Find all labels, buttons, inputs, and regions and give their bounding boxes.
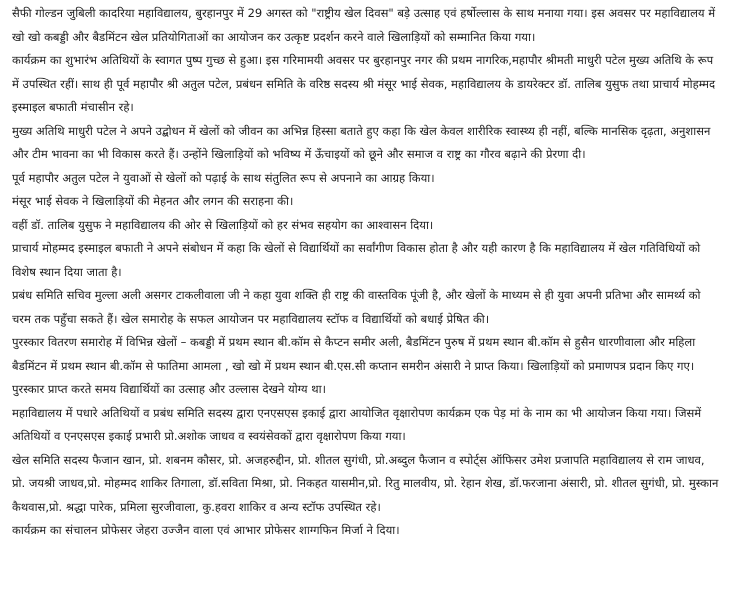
paragraph-director: वहीं डॉ. तालिब युसुफ ने महाविद्यालय की ओर से खिलाड़ियों को हर संभव सहयोग का आश्वासन दिया। [12,217,434,232]
paragraph-committee-members: खेल समिति सदस्य फैजान खान, प्रो. शबनम कौसर, प्रो. अजहरुद्दीन, प्रो. शीतल सुगंधी, प्रो.अब्दुल फैजान व स्पोर्ट्स ऑफिसर उमेश प्रजापति महाविद्यालय से राम जाधव, प्रो. जयश्री जाधव,प्रो. मोहम्मद शाकिर तिगाला, डॉ.सविता मिश्रा, प्रो. निकहत यासमीन,प्रो. रितु मालवीय, प्रो. रेहान शेख, डॉ.फरजाना अंसारी, प्रो. शीतल सुगंधी, प्रो. मुस्कान कैथवास,प्रो. श्रद्धा पारेक, प्रमिला सुरजीवाला, कु.हवरा शाकिर व अन्य स्टॉफ उपस्थित रहे। [12,452,719,514]
paragraph-mansoor-sevak: मंसूर भाई सेवक ने खिलाड़ियों की मेहनत और लगन की सराहना की। [12,194,294,208]
paragraph-prize-distribution: पुरस्कार वितरण समारोह में विभिन्न खेलों – कबड्डी में प्रथम स्थान बी.कॉम से कैप्टन समीर अली, बैडमिंटन पुरुष में प्रथम स्थान बी.कॉम से हुसैन धारणीवाला और महिला बैडमिंटन में प्रथम स्थान बी.कॉम से फातिमा आमला , खो खो में प्रथम स्थान बी.एस.सी कप्तान समरीन अंसारी ने प्राप्त किया। खिलाड़ियों को प्रमाणपत्र प्रदान किए गए। पुरस्कार प्राप्त करते समय विद्यार्थियों का उत्साह और उल्लास देखने योग्य था। [12,335,696,396]
paragraph-anchoring: कार्यक्रम का संचालन प्रोफेसर जेहरा उज्जैन वाला एवं आभार प्रोफेसर शाग्गफिन मिर्जा ने दिया। [12,523,400,537]
paragraph-intro: सैफी गोल्डन जुबिली कादरिया महाविद्यालय, बुरहानपुर में 29 अगस्त को "राष्ट्रीय खेल दिवस" बड़े उत्साह एवं हर्षोल्लास के साथ मनाया गया। इस अवसर पर महाविद्यालय में खो खो कबड्डी और बैडमिंटन खेल प्रतियोगिताओं का आयोजन कर उत्कृष्ट प्रदर्शन करने वाले खिलाड़ियों को सम्मानित किया गया। [12,6,716,44]
paragraph-inauguration: कार्यक्रम का शुभारंभ अतिथियों के स्वागत पुष्प गुच्छ से हुआ। इस गरिमामयी अवसर पर बुरहानपुर नगर की प्रथम नागरिक,महापौर श्रीमती माधुरी पटेल मुख्य अतिथि के रूप में उपस्थित रहीं। साथ ही पूर्व महापौर श्री अतुल पटेल, प्रबंधन समिति के वरिष्ठ सदस्य श्री मंसूर भाई सेवक, महाविद्यालय के डायरेक्टर डॉ. तालिब युसुफ तथा प्राचार्य मोहम्मद इस्माइल बफाती मंचासीन रहे। [12,53,716,114]
paragraph-secretary: प्रबंध समिति सचिव मुल्ला अली असगर टाकलीवाला जी ने कहा युवा शक्ति ही राष्ट्र की वास्तविक पूंजी है, और खेलों के माध्यम से ही युवा अपनी प्रतिभा और सामर्थ्य को चरम तक पहुँचा सकते हैं। खेल समारोह के सफल आयोजन पर महाविद्यालय स्टॉफ व विद्यार्थियों को बधाई प्रेषित की। [12,288,701,326]
paragraph-chief-guest-speech: मुख्य अतिथि माधुरी पटेल ने अपने उद्बोधन में खेलों को जीवन का अभिन्न हिस्सा बताते हुए कहा कि खेल केवल शारीरिक स्वास्थ्य ही नहीं, बल्कि मानसिक दृढ़ता, अनुशासन और टीम भावना का भी विकास करते हैं। उन्होंने खिलाड़ियों को भविष्य में ऊँचाइयों को छूने और समाज व राष्ट्र का गौरव बढ़ाने की प्रेरणा दी। [12,123,711,161]
paragraph-plantation: महाविद्यालय में पधारे अतिथियों व प्रबंध समिति सदस्य द्वारा एनएसएस इकाई द्वारा आयोजित वृक्षारोपण कार्यक्रम एक पेड़ मां के नाम का भी आयोजन किया गया। जिसमें अतिथियों व एनएसएस इकाई प्रभारी प्रो.अशोक जाधव व स्वयंसेवकों द्वारा वृक्षारोपण किया गया। [12,405,702,443]
paragraph-principal: प्राचार्य मोहम्मद इस्माइल बफाती ने अपने संबोधन में कहा कि खेलों से विद्यार्थियों का सर्वांगीण विकास होता है और यही कारण है कि महाविद्यालय में खेल गतिविधियों को विशेष स्थान दिया जाता है। [12,241,701,279]
paragraph-former-mayor: पूर्व महापौर अतुल पटेल ने युवाओं से खेलों को पढ़ाई के साथ संतुलित रूप से अपनाने का आग्रह किया। [12,170,435,185]
